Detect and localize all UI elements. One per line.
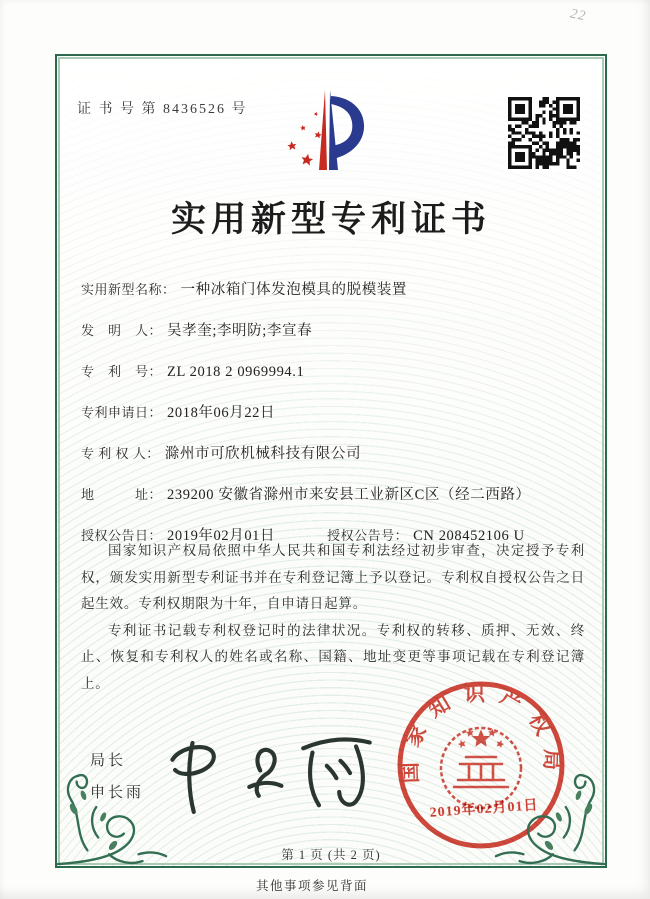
- qr-code: [505, 94, 583, 172]
- grant-no-label: 授权公告号：: [327, 528, 409, 543]
- field-label: 实用新型名称：: [81, 282, 176, 297]
- field-row-inventors: [81, 321, 587, 341]
- field-label: 地 址：: [81, 487, 163, 502]
- page-number: 第 1 页 (共 2 页): [281, 848, 381, 862]
- field-value: 吴孝奎;李明防;李宣春: [167, 323, 313, 339]
- certificate-title: 实用新型专利证书: [170, 200, 491, 239]
- legal-paragraph-1: 国家知识产权局依照中华人民共和国专利法经过初步审查，决定授予专利权，颁发实用新型专利证书并在专利登记簿上予以登记。专利权自授权公告之日起生效。专利权期限为十年，自申请日起算。: [81, 543, 585, 611]
- field-value: 一种冰箱门体发泡模具的脱模装置: [180, 282, 408, 298]
- field-label: 发 明 人：: [81, 323, 163, 338]
- certificate-number: 证 书 号 第 8436526 号: [77, 102, 248, 117]
- field-label: 专利申请日：: [81, 405, 163, 420]
- field-label: 专 利 权 人：: [81, 446, 160, 461]
- field-row-address: [81, 485, 587, 505]
- field-row-name: [81, 280, 587, 300]
- commissioner-name: 申长雨: [90, 785, 145, 801]
- cnipa-logo-icon: [262, 84, 394, 178]
- field-value: 239200 安徽省滁州市来安县工业新区C区（经二西路）: [167, 487, 531, 503]
- field-value: 2018年06月22日: [167, 405, 276, 421]
- fields-block: [81, 280, 587, 567]
- commissioner-title: 局长: [90, 753, 127, 769]
- field-value: 滁州市可欣机械科技有限公司: [164, 446, 362, 462]
- seal-text: 国家知识产权局: [397, 681, 565, 784]
- field-row-patentee: [81, 444, 587, 464]
- grant-date-value: 2019年02月01日: [167, 528, 276, 544]
- back-note: 其他事项参见背面: [256, 879, 369, 893]
- qr-code-canvas: [508, 97, 580, 169]
- field-label: 专 利 号：: [81, 364, 163, 379]
- field-row-patent-number: [81, 362, 587, 382]
- seal-date: 2019年02月01日: [429, 798, 539, 821]
- grant-date-label: 授权公告日：: [81, 528, 163, 543]
- handwritten-signature: [157, 716, 390, 824]
- legal-paragraph-2: 专利证书记载专利权登记时的法律状况。专利权的转移、质押、无效、终止、恢复和专利权人的姓名或名称、国籍、地址变更等事项记载在专利登记簿上。: [81, 622, 585, 691]
- handwritten-pencil-mark: 22: [568, 6, 588, 25]
- field-row-filing-date: [81, 403, 587, 423]
- field-value: ZL 2018 2 0969994.1: [167, 364, 305, 380]
- grant-no-value: CN 208452106 U: [413, 528, 525, 544]
- certificate-frame: [55, 54, 607, 868]
- legal-text-block: [81, 538, 585, 697]
